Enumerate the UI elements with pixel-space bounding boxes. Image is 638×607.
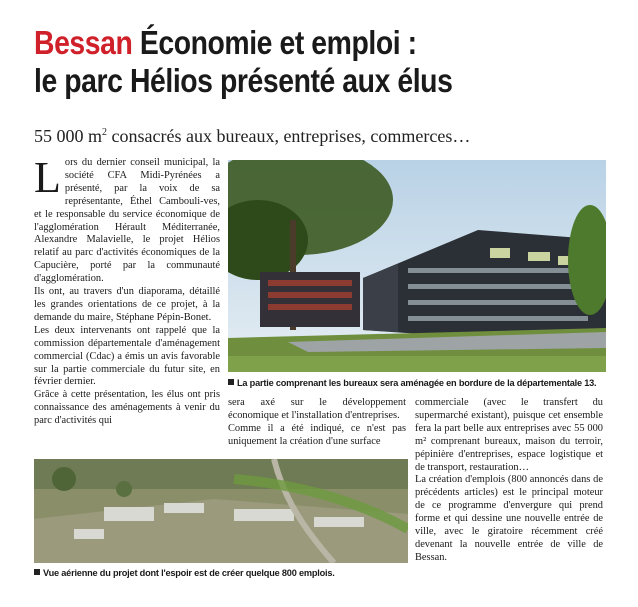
caption-square-icon <box>34 569 40 575</box>
article-column-1 <box>34 153 220 428</box>
building-rendering-photo <box>228 160 606 372</box>
drop-cap: L <box>34 153 61 202</box>
headline-line2: le parc Hélios présenté aux élus <box>34 62 453 99</box>
building-rendering-image <box>228 160 606 372</box>
paragraph: commerciale (avec le transfert du supermarché existant), puisque cet ensemble fera la part belle aux entreprises avec 55 000 m² comprenant bureaux, maison du terroir, pépinière d'entreprises, espace logistique et de transport, restauration… <box>415 397 603 473</box>
headline-line1: Économie et emploi : <box>132 24 417 61</box>
headline <box>34 24 541 100</box>
headline-town: Bessan <box>34 24 133 61</box>
article-column-3 <box>415 397 603 565</box>
article-column-2 <box>228 397 406 449</box>
paragraph: La création d'emplois (800 annoncés dans de précédents articles) est le principal moteur de ce programme d'envergure qui prend forme et qui dessine une nouvelle entrée de ville, avec le giratoire récemment créé devenant la nouvelle entrée de ville de Bessan. <box>415 474 603 563</box>
paragraph: Grâce à cette présentation, les élus ont pris connaissance des aménagements à venir du parc d'activités qui <box>34 389 220 427</box>
photo-caption <box>228 378 596 388</box>
subtitle-area: 55 000 m <box>34 126 103 146</box>
paragraph: Ils ont, au travers d'un diaporama, détaillé les grandes orientations de ce projet, à la demande du maire, Stéphane Pépin-Bonet. <box>34 286 220 323</box>
caption-text: Vue aérienne du projet dont l'espoir est de créer quelque 800 emplois. <box>43 568 335 578</box>
photo-caption <box>34 568 335 578</box>
subtitle-sup: 2 <box>102 127 108 138</box>
aerial-view-photo <box>34 459 408 563</box>
caption-square-icon <box>228 379 234 385</box>
paragraph: ors du dernier conseil municipal, la société CFA Midi-Pyrénées a présenté, par la voix de sa représentante, Éthel Cambouli-ves, et le responsable du service économique de l'agglomération Hérault Méditerranée, Alexandre Malavielle, le projet Hélios relatif au parc d'activités économiques de la Capucière, porté par la communauté d'agglomération. <box>34 157 220 285</box>
subtitle <box>34 126 470 147</box>
paragraph: Les deux intervenants ont rappelé que la commission départementale d'aménagement commercial (Cdac) a émis un avis favorable sur la partie commerciale du futur site, en février dernier. <box>34 324 220 388</box>
subtitle-rest: consacrés aux bureaux, entreprises, commerces… <box>107 126 471 146</box>
paragraph: Comme il a été indiqué, ce n'est pas uniquement la création d'une surface <box>228 422 406 447</box>
aerial-view-image <box>34 459 408 563</box>
paragraph: sera axé sur le développement économique et l'installation d'entreprises. <box>228 397 406 421</box>
caption-text: La partie comprenant les bureaux sera aménagée en bordure de la départementale 13. <box>237 378 597 388</box>
